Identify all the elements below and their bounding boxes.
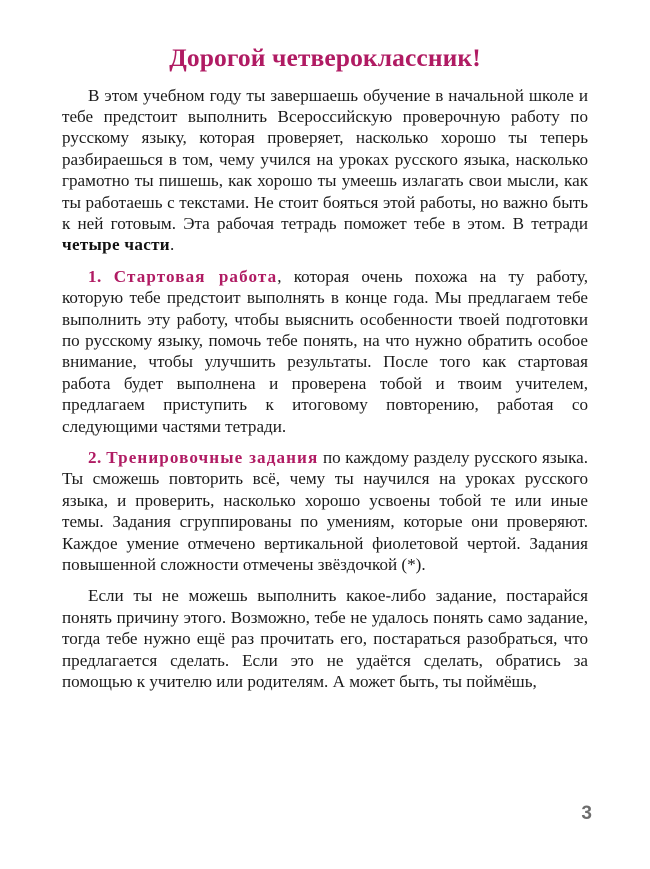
item-2-term: Тренировочные задания [106, 448, 319, 468]
paragraph-intro-text: В этом учебном году ты завершаешь обучение в начальной школе и тебе предстоит выполнить Всероссийскую проверочную работу по русскому языку, которая проверяет, насколько хорошо ты теперь разбираешься в том, чему учился на уроках русского языка, насколько грамотно ты пишешь, как хорошо ты умеешь излагать свои мысли, как ты работаешь с текстами. Не стоит бояться этой работы, но важно быть к ней готовым. Эта рабочая тетрадь поможет тебе в этом. В тетради [62, 85, 588, 233]
paragraph-help [62, 585, 588, 692]
item-1-term: Стартовая работа [113, 266, 278, 286]
paragraph-intro [62, 85, 588, 256]
page-number: 3 [581, 803, 592, 824]
paragraph-intro-tail: . [169, 235, 175, 255]
paragraph-item-2 [62, 447, 588, 575]
page-content [62, 44, 588, 693]
page-title: Дорогой четвероклассник! [169, 43, 481, 72]
item-1-number: 1. [88, 266, 102, 286]
paragraph-help-text: Если ты не можешь выполнить какое-либо задание, постарайся понять причину этого. Возможно, тебе не удалось понять само задание, тогда тебе нужно ещё раз прочитать его, постараться разобраться, что предлагается сделать. Если это не удаётся сделать, обратись за помощью к учителю или родителям. А может быть, ты поймёшь, [62, 586, 588, 692]
item-2-text: по каждому разделу русского языка. Ты сможешь повторить всё, чему ты научился на уроках русского языка, и проверить, насколько хорошо усвоены тобой те или иные темы. Задания сгруппированы по умениям, которые они проверяют. Каждое умение отмечено вертикальной фиолетовой чертой. Задания повышенной сложности отмечены звёздочкой (*). [62, 448, 588, 575]
item-2-number: 2. [88, 448, 102, 468]
item-1-text: , которая очень похожа на ту работу, которую тебе предстоит выполнять в конце года. Мы предлагаем тебе выполнить эту работу, чтобы выяснить особенности твоей подготовки по русскому языку, помочь тебе понять, на что нужно обратить особое внимание, чтобы улучшить результаты. После того как стартовая работа будет выполнена и проверена тобой и твоим учителем, предлагаем приступить к итоговому повторению, работая со следующими частями тетради. [62, 266, 588, 436]
paragraph-intro-bold-term: четыре части [62, 235, 170, 255]
paragraph-item-1 [62, 266, 588, 437]
